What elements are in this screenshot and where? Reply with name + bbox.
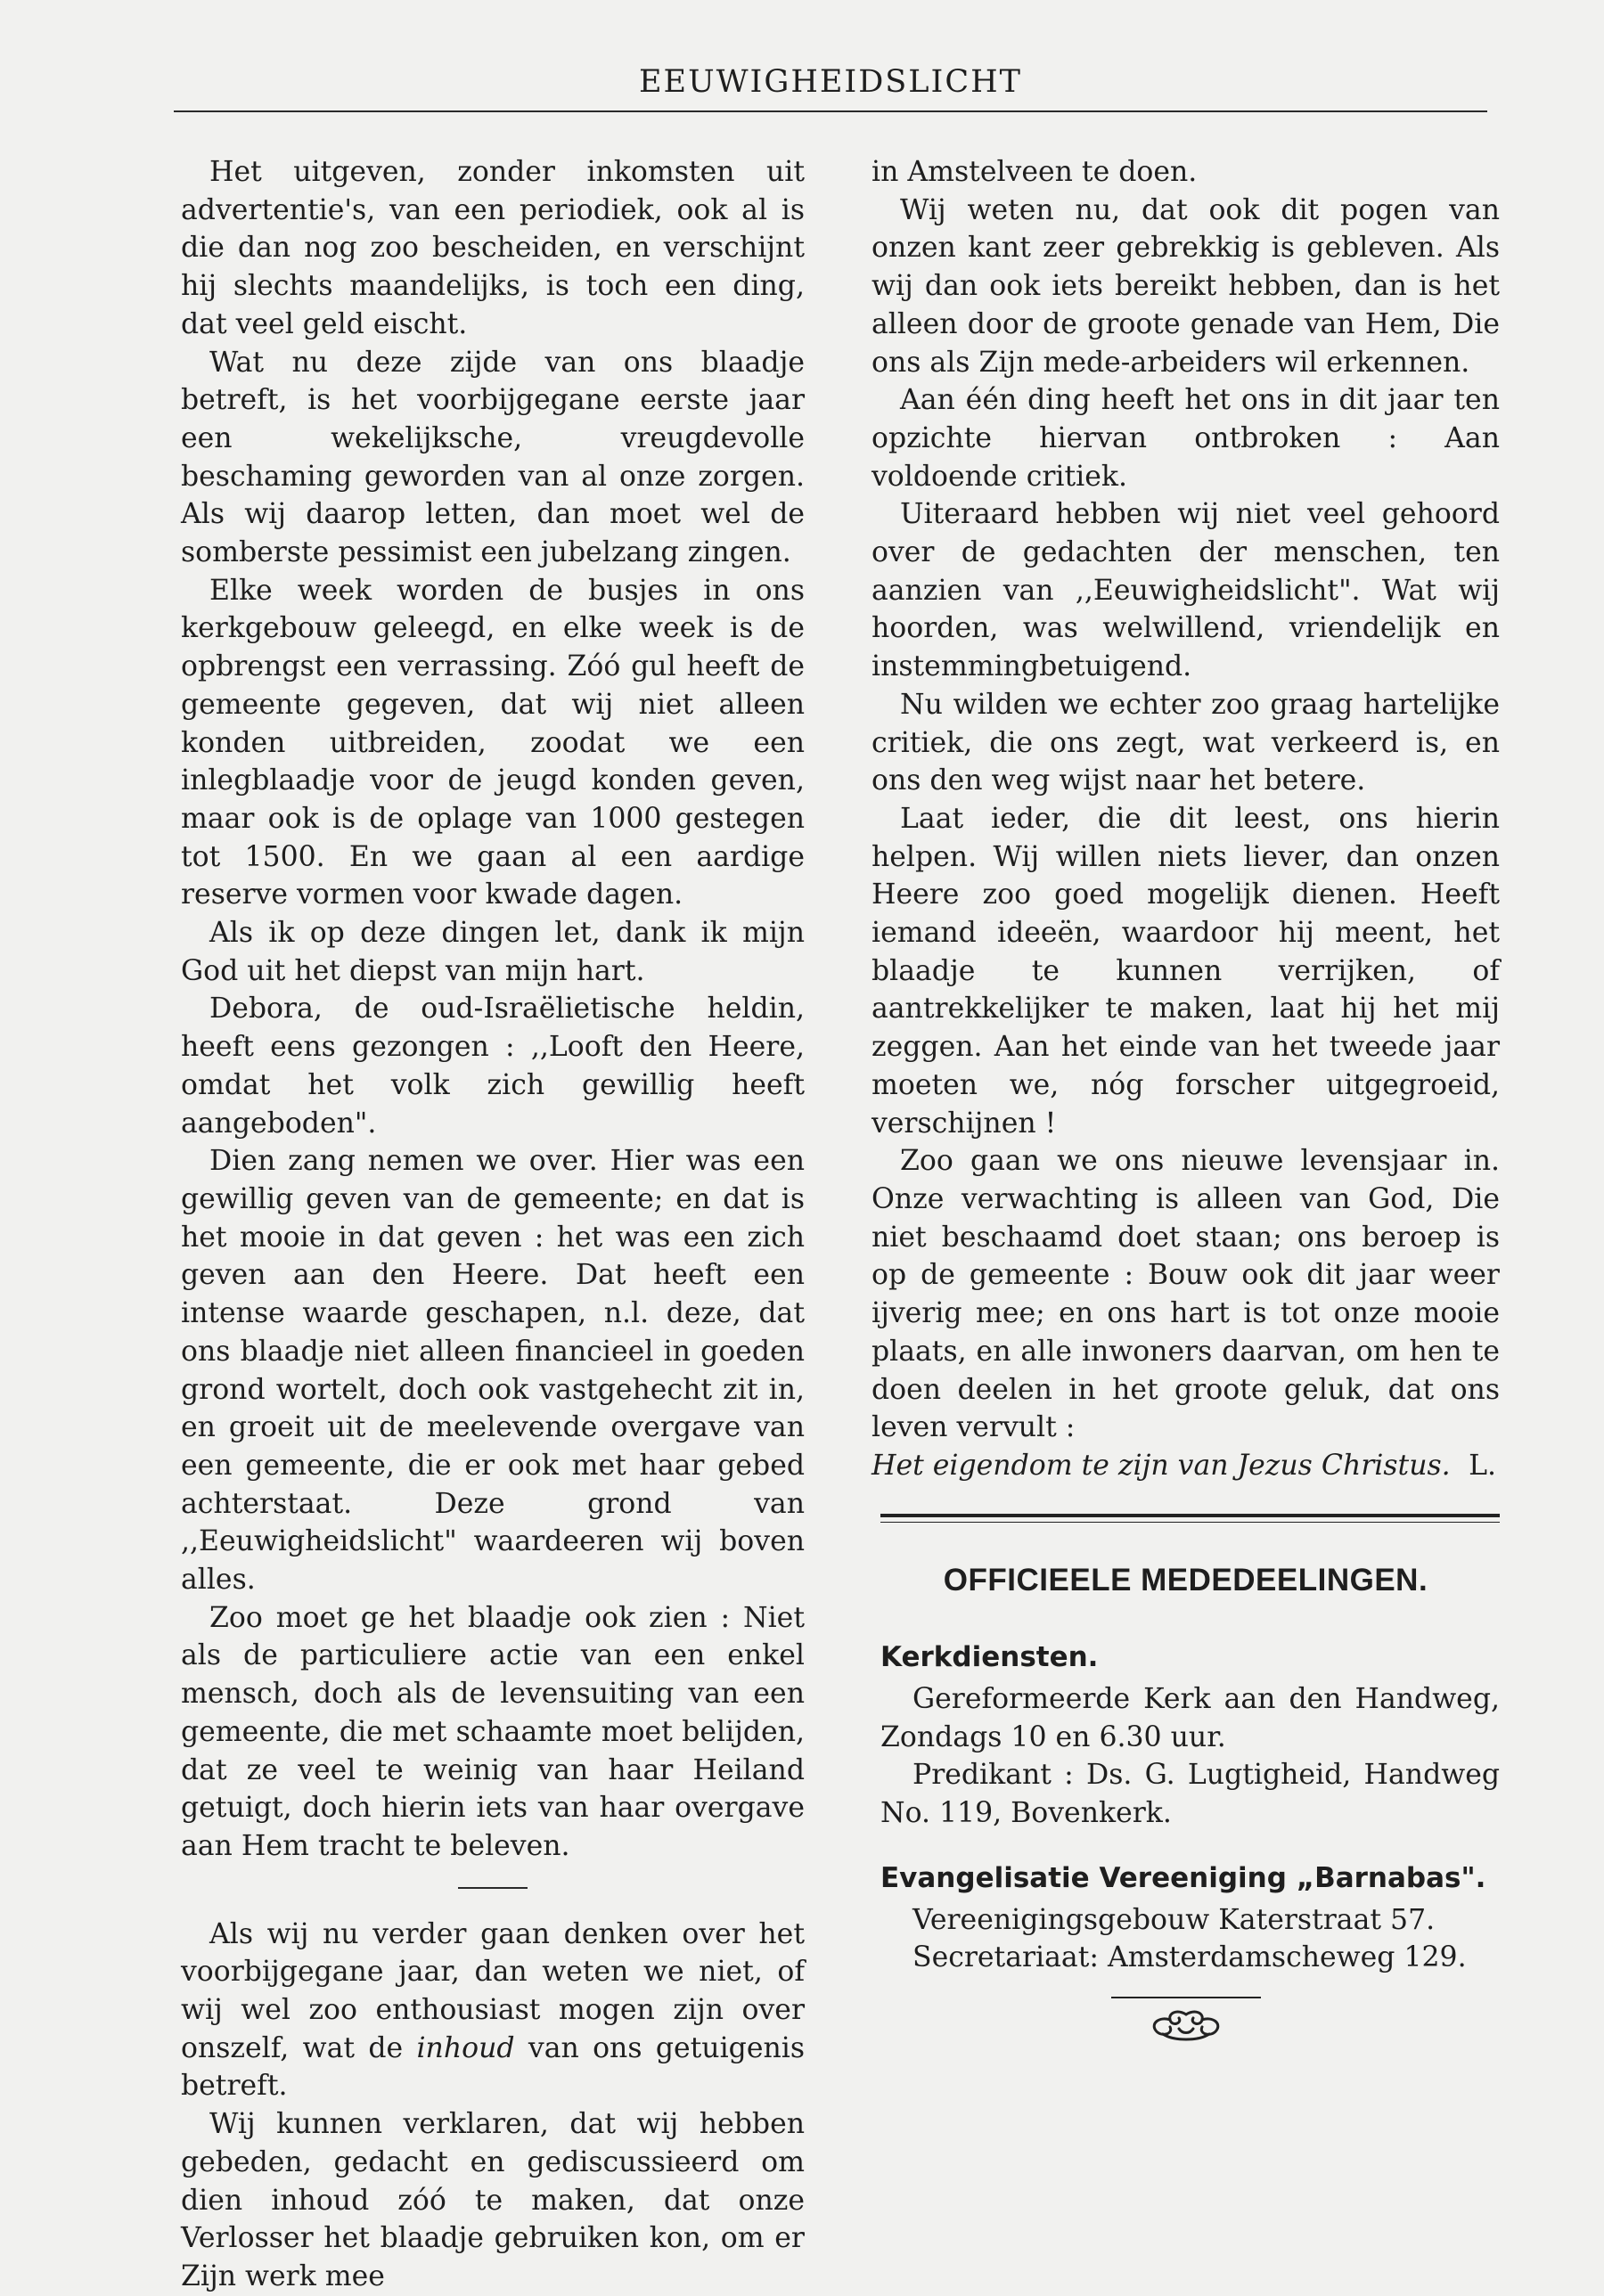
- signature: L.: [1469, 1449, 1496, 1482]
- kerkdiensten-block: [880, 1680, 1500, 1833]
- paragraph: Debora, de oud-Israëlietische heldin, heeft eens gezongen : ,,Looft den Heere, omdat het volk zich gewillig heeft aangeboden".: [181, 993, 805, 1140]
- paragraph: Uiteraard hebben wij niet veel gehoord over de gedachten der menschen, ten aanzien van ,,Eeuwigheidslicht". Wat wij hoorden, was welwillend, vriendelijk en instemmingbetuigend.: [872, 498, 1500, 683]
- paragraph-text: Als wij nu verder gaan denken over het voorbijgegane jaar, dan weten we niet, of wij wel zoo enthousiast mogen zijn over onszelf, wat de: [181, 1917, 805, 2064]
- paragraph: [181, 1916, 805, 2106]
- paragraph: Als ik op deze dingen let, dank ik mijn God uit het diepst van mijn hart.: [181, 917, 805, 987]
- paragraph: Zoo gaan we ons nieuwe levensjaar in. Onze verwachting is alleen van God, Die niet beschaamd doet staan; ons beroep is op de gemeente : Bouw ook dit jaar weer ijverig mee; en ons hart is tot onze mooie plaats, en alle inwoners daarvan, om hen te doen deelen in het groote geluk, dat ons leven vervult :: [872, 1145, 1500, 1444]
- ornament-rule: [1111, 1997, 1261, 1998]
- header-rule: [174, 110, 1487, 112]
- closing-italic: Het eigendom te zijn van Jezus Christus.: [872, 1449, 1451, 1482]
- page-header-title: EEUWIGHEIDSLICHT: [638, 64, 1022, 100]
- paragraph-continuation: in Amstelveen te doen.: [872, 156, 1198, 188]
- paragraph: Dien zang nemen we over. Hier was een gewillig geven van de gemeente; en dat is het mooie in dat geven : het was een zich geven aan den Heere. Dat heeft een intense waarde geschapen, n.l. deze, dat ons blaadje niet alleen financieel in goeden grond wortelt, doch ook vastgehecht zit in, en groeit uit de meelevende overgave van een gemeente, die er ook met haar gebed achterstaat. Deze grond van ,,Eeuwigheidslicht" waardeeren wij boven alles.: [181, 1145, 805, 1597]
- paragraph: Gereformeerde Kerk aan den Handweg, Zondags 10 en 6.30 uur.: [880, 1683, 1500, 1753]
- barnabas-heading: Evangelisatie Vereeniging „Barnabas".: [880, 1861, 1486, 1894]
- paragraph: Wat nu deze zijde van ons blaadje betreft, is het voorbijgegane eerste jaar een wekelijksche, vreugdevolle beschaming geworden van al onze zorgen. Als wij daarop letten, dan moet wel de somberste pessimist een jubelzang zingen.: [181, 346, 805, 569]
- address-line: Vereenigingsgebouw Katerstraat 57.: [912, 1903, 1436, 1936]
- emphasis-text: inhoud: [416, 2031, 515, 2064]
- barnabas-block: [880, 1901, 1500, 1977]
- paragraph: Nu wilden we echter zoo graag hartelijke critiek, die ons zegt, wat verkeerd is, en ons den weg wijst naar het betere.: [872, 688, 1500, 797]
- paragraph: Elke week worden de busjes in ons kerkgebouw geleegd, en elke week is de opbrengst een verrassing. Zóó gul heeft de gemeente gegeven, dat wij niet alleen konden uitbreiden, zoodat we een inlegblaadje voor de jeugd konden geven, maar ook is de oplage van 1000 gestegen tot 1500. En we gaan al een aardige reserve vormen voor kwade dagen.: [181, 574, 805, 911]
- kerkdiensten-heading: Kerkdiensten.: [880, 1641, 1099, 1674]
- address-line: Secretariaat: Amsterdamscheweg 129.: [912, 1941, 1467, 1974]
- paragraph: Wij weten nu, dat ook dit pogen van onzen kant zeer gebrekkig is gebleven. Als wij dan ook iets bereikt hebben, dan is het alleen door de groote genade van Hem, Die ons als Zijn mede-arbeiders wil erkennen.: [872, 193, 1500, 379]
- paragraph: Predikant : Ds. G. Lugtigheid, Handweg No. 119, Bovenkerk.: [880, 1759, 1500, 1830]
- section-divider: [458, 1887, 528, 1889]
- paragraph: Wij kunnen verklaren, dat wij hebben gebeden, gedacht en gediscussieerd om dien inhoud zóó te maken, dat onze Verlosser het blaadje gebruiken kon, om er Zijn werk mee: [181, 2108, 805, 2292]
- double-rule-divider: [880, 1514, 1500, 1521]
- paragraph: Aan één ding heeft het ons in dit jaar ten opzichte hiervan ontbroken : Aan voldoende critiek.: [872, 384, 1500, 493]
- paragraph-text: van ons getuigenis betreft.: [181, 2031, 805, 2103]
- paragraph: Laat ieder, die dit leest, ons hierin helpen. Wij willen niets liever, dan onzen Heere zoo goed mogelijk dienen. Heeft iemand ideeën, waardoor hij meent, het blaadje te kunnen verrijken, of aantrekkelijker te maken, laat hij het mij zeggen. Aan het einde van het tweede jaar moeten we, nóg forscher uitgegroeid, verschijnen !: [872, 802, 1500, 1140]
- left-column: [181, 153, 805, 2296]
- section-title: OFFICIEELE MEDEDEELINGEN.: [943, 1562, 1428, 1597]
- floral-ornament-icon: [872, 2007, 1500, 2054]
- closing-line: [872, 1447, 1500, 1485]
- right-column: [872, 153, 1500, 2054]
- paragraph: Zoo moet ge het blaadje ook zien : Niet als de particuliere actie van een enkel mensch, doch als de levensuiting van een gemeente, die met schaamte moet belijden, dat ze veel te weinig van haar Heiland getuigt, doch hierin iets van haar overgave aan Hem tracht te beleven.: [181, 1601, 805, 1862]
- paragraph: Het uitgeven, zonder inkomsten uit advertentie's, van een periodiek, ook al is die dan nog zoo bescheiden, en verschijnt hij slechts maandelijks, is toch een ding, dat veel geld eischt.: [181, 156, 805, 340]
